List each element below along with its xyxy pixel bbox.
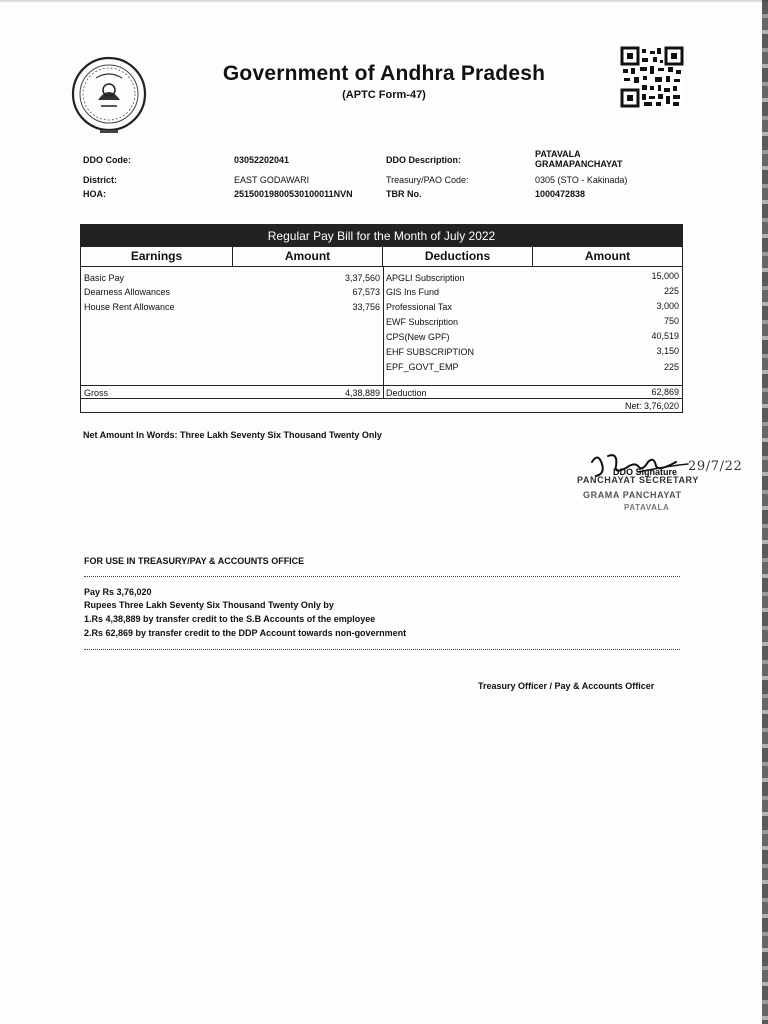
scan-edge bbox=[0, 0, 768, 3]
divider bbox=[81, 398, 682, 399]
deduction-name: EPF_GOVT_EMP bbox=[386, 362, 459, 372]
treasury-code-label: Treasury/PAO Code: bbox=[386, 175, 469, 185]
deduction-name: APGLI Subscription bbox=[386, 273, 465, 283]
deduction-name: Professional Tax bbox=[386, 302, 452, 312]
ddo-code-label: DDO Code: bbox=[83, 155, 131, 165]
state-emblem-icon bbox=[68, 54, 150, 136]
deduction-name: CPS(New GPF) bbox=[386, 332, 450, 342]
stamp-line: GRAMA PANCHAYAT bbox=[583, 490, 682, 500]
ddo-description-label: DDO Description: bbox=[386, 155, 462, 165]
tbr-value: 1000472838 bbox=[535, 189, 586, 199]
earning-name: Basic Pay bbox=[84, 273, 125, 283]
dotted-divider bbox=[84, 576, 680, 577]
deduction-name: EHF SUBSCRIPTION bbox=[386, 347, 475, 357]
transfer-line-2: 2.Rs 62,869 by transfer credit to the DDP Account towards non-government bbox=[84, 628, 407, 638]
gross-amount: 4,38,889 bbox=[344, 388, 380, 398]
deduction-amount: 750 bbox=[663, 316, 679, 326]
deduction-amount: 225 bbox=[663, 286, 679, 296]
divider bbox=[383, 266, 384, 398]
stamp-line: PANCHAYAT SECRETARY bbox=[577, 475, 699, 485]
stamp-line: PATAVALA bbox=[624, 503, 670, 512]
gross-label: Gross bbox=[84, 388, 109, 398]
deduction-amount: 40,519 bbox=[651, 331, 679, 341]
deduction-amount: 225 bbox=[663, 362, 679, 372]
earning-amount: 3,37,560 bbox=[344, 273, 380, 283]
deductions-amount-header: Amount bbox=[584, 249, 631, 263]
transfer-line-1: 1.Rs 4,38,889 by transfer credit to the S.B Accounts of the employee bbox=[84, 614, 376, 624]
treasury-heading: FOR USE IN TREASURY/PAY & ACCOUNTS OFFICE bbox=[84, 556, 305, 566]
deduction-total-label: Deduction bbox=[386, 388, 427, 398]
earning-name: Dearness Allowances bbox=[84, 287, 171, 297]
treasury-code-value: 0305 (STO - Kakinada) bbox=[535, 175, 628, 185]
earnings-amount-header: Amount bbox=[233, 247, 383, 266]
deduction-total-amount: 62,869 bbox=[651, 387, 679, 397]
net-amount: Net: 3,76,020 bbox=[624, 401, 679, 411]
deductions-header: Deductions bbox=[383, 247, 533, 266]
ddo-signature-label: DDO Signature bbox=[613, 467, 678, 477]
treasury-officer-label: Treasury Officer / Pay & Accounts Officer bbox=[478, 681, 655, 691]
net-amount-in-words: Net Amount In Words: Three Lakh Seventy Six Thousand Twenty Only bbox=[83, 430, 382, 440]
dotted-divider bbox=[84, 649, 680, 650]
tbr-label: TBR No. bbox=[386, 189, 422, 199]
divider bbox=[81, 266, 682, 267]
ddo-description-value-2: GRAMAPANCHAYAT bbox=[535, 159, 623, 169]
ddo-code-value: 03052202041 bbox=[234, 155, 290, 165]
deduction-name: GIS Ins Fund bbox=[386, 287, 440, 297]
pay-bill-title: Regular Pay Bill for the Month of July 2022 bbox=[81, 225, 682, 247]
scan-edge-right bbox=[762, 0, 768, 1024]
pay-bill-table bbox=[80, 224, 683, 413]
earning-name: House Rent Allowance bbox=[84, 302, 175, 312]
form-number: (APTC Form-47) bbox=[342, 89, 426, 101]
pay-amount: Pay Rs 3,76,020 bbox=[84, 587, 152, 597]
page-title: Government of Andhra Pradesh bbox=[222, 62, 546, 85]
district-label: District: bbox=[83, 175, 118, 185]
signature-date: 29/7/22 bbox=[688, 459, 743, 474]
pay-amount-words: Rupees Three Lakh Seventy Six Thousand Twenty Only by bbox=[84, 600, 334, 610]
qr-code-icon bbox=[620, 46, 684, 108]
hoa-value: 25150019800530100011NVN bbox=[234, 189, 353, 199]
earning-amount: 33,756 bbox=[352, 302, 380, 312]
deduction-amount: 3,150 bbox=[656, 346, 679, 356]
district-value: EAST GODAWARI bbox=[234, 175, 310, 185]
earnings-header: Earnings bbox=[81, 247, 233, 266]
ddo-description-value: PATAVALA bbox=[535, 149, 581, 159]
hoa-label: HOA: bbox=[83, 189, 106, 199]
deduction-name: EWF Subscription bbox=[386, 317, 459, 327]
earning-amount: 67,573 bbox=[352, 287, 380, 297]
deduction-amount: 3,000 bbox=[656, 301, 679, 311]
deduction-amount: 15,000 bbox=[651, 271, 679, 281]
